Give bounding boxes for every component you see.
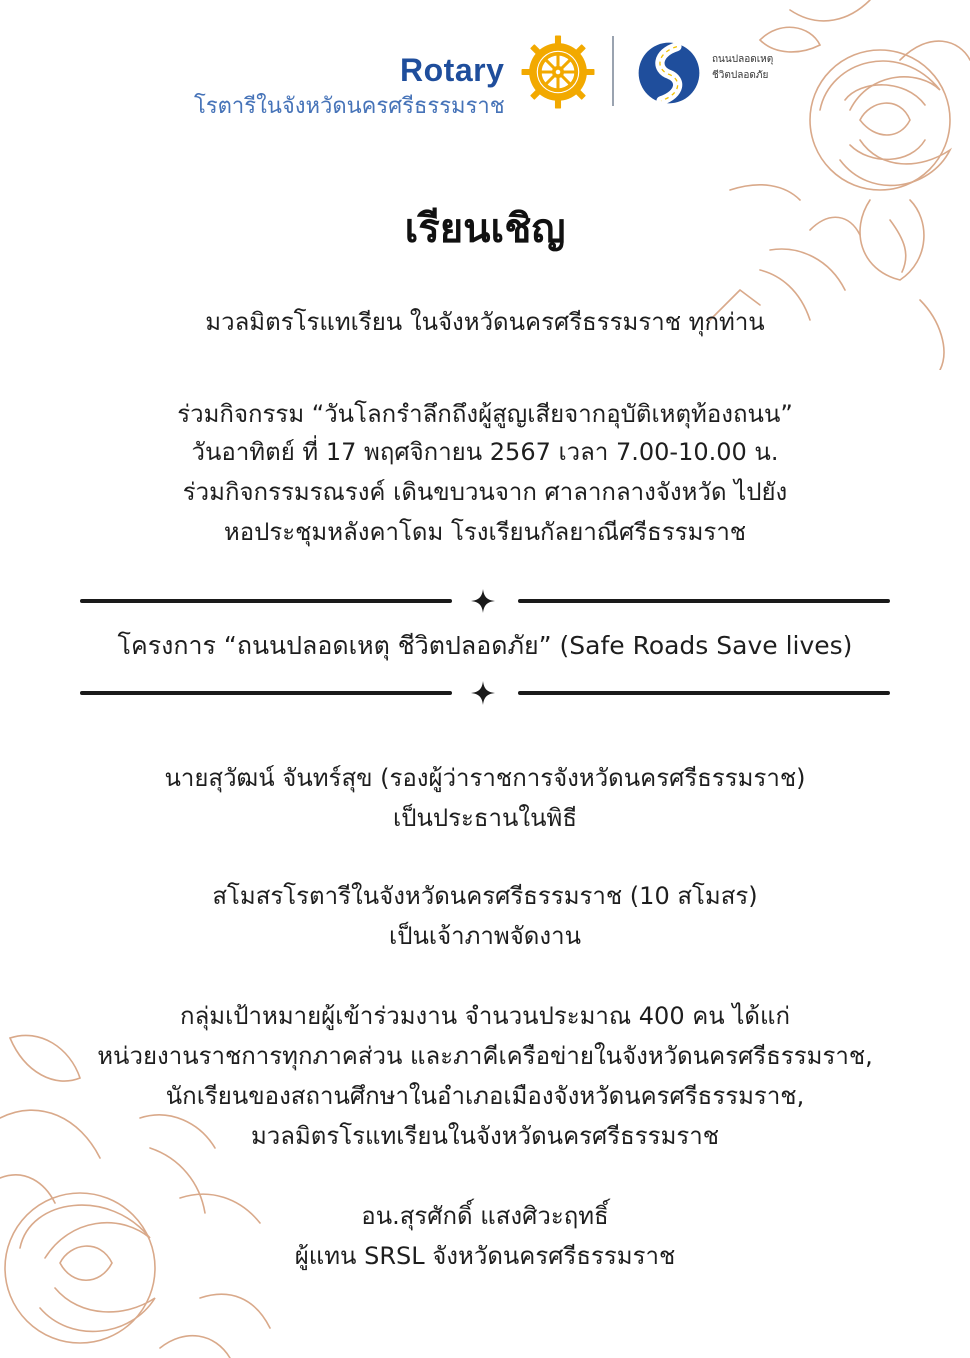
activity-line-4: หอประชุมหลังคาโดม โรงเรียนกัลยาณีศรีธรรมราช bbox=[223, 518, 747, 546]
divider-bar-right bbox=[518, 599, 890, 603]
srsl-tagline-line1: ถนนปลอดเหตุ bbox=[712, 54, 774, 65]
activity-line-1: ร่วมกิจกรรม “วันโลกรำลึกถึงผู้สูญเสียจากอุบัติเหตุท้องถนน” bbox=[177, 400, 793, 428]
srsl-tagline-line2: ชีวิตปลอดภัย bbox=[712, 70, 769, 81]
target-line-3: นักเรียนของสถานศึกษาในอำเภอเมืองจังหวัดนครศรีธรรมราช, bbox=[165, 1082, 805, 1110]
invitation-title: เรียนเชิญ bbox=[404, 206, 566, 252]
srsl-road-logo-icon bbox=[636, 40, 702, 106]
activity-line-3: ร่วมกิจกรรมรณรงค์ เดินขบวนจาก ศาลากลางจังหวัด ไปยัง bbox=[182, 478, 788, 506]
chair-line-1: นายสุวัฒน์ จันทร์สุข (รองผู้ว่าราชการจังหวัดนครศรีธรรมราช) bbox=[164, 764, 806, 792]
target-line-1: กลุ่มเป้าหมายผู้เข้าร่วมงาน จำนวนประมาณ 400 คน ได้แก่ bbox=[180, 1002, 790, 1030]
activity-line-2: วันอาทิตย์ ที่ 17 พฤศจิกายน 2567 เวลา 7.00-10.00 น. bbox=[191, 438, 779, 466]
rotary-subtitle: โรตารีในจังหวัดนครศรีธรรมราช bbox=[194, 94, 505, 119]
divider-bar-right bbox=[518, 691, 890, 695]
header-divider bbox=[612, 36, 614, 106]
target-line-2: หน่วยงานราชการทุกภาคส่วน และภาคีเครือข่ายในจังหวัดนครศรีธรรมราช, bbox=[97, 1042, 873, 1070]
sparkle-icon bbox=[471, 681, 495, 705]
header-logos bbox=[190, 30, 790, 130]
signature-name: อน.สุรศักดิ์ แสงศิวะฤทธิ์ bbox=[361, 1202, 609, 1230]
divider-bottom bbox=[80, 681, 890, 705]
chair-line-2: เป็นประธานในพิธี bbox=[393, 804, 577, 832]
divider-bar-left bbox=[80, 599, 452, 603]
srsl-tagline bbox=[712, 52, 792, 84]
host-line-2: เป็นเจ้าภาพจัดงาน bbox=[389, 922, 581, 950]
rotary-wheel-icon bbox=[520, 34, 596, 110]
target-line-4: มวลมิตรโรแทเรียนในจังหวัดนครศรีธรรมราช bbox=[250, 1122, 720, 1150]
signature-role: ผู้แทน SRSL จังหวัดนครศรีธรรมราช bbox=[294, 1242, 676, 1270]
audience-line: มวลมิตรโรแทเรียน ในจังหวัดนครศรีธรรมราช ทุกท่าน bbox=[205, 308, 765, 336]
host-line-1: สโมสรโรตารีในจังหวัดนครศรีธรรมราช (10 สโมสร) bbox=[212, 882, 758, 910]
divider-top bbox=[80, 589, 890, 613]
project-name: โครงการ “ถนนปลอดเหตุ ชีวิตปลอดภัย” (Safe Roads Save lives) bbox=[117, 631, 853, 660]
rotary-wordmark: Rotary bbox=[400, 52, 505, 88]
sparkle-icon bbox=[471, 589, 495, 613]
divider-bar-left bbox=[80, 691, 452, 695]
